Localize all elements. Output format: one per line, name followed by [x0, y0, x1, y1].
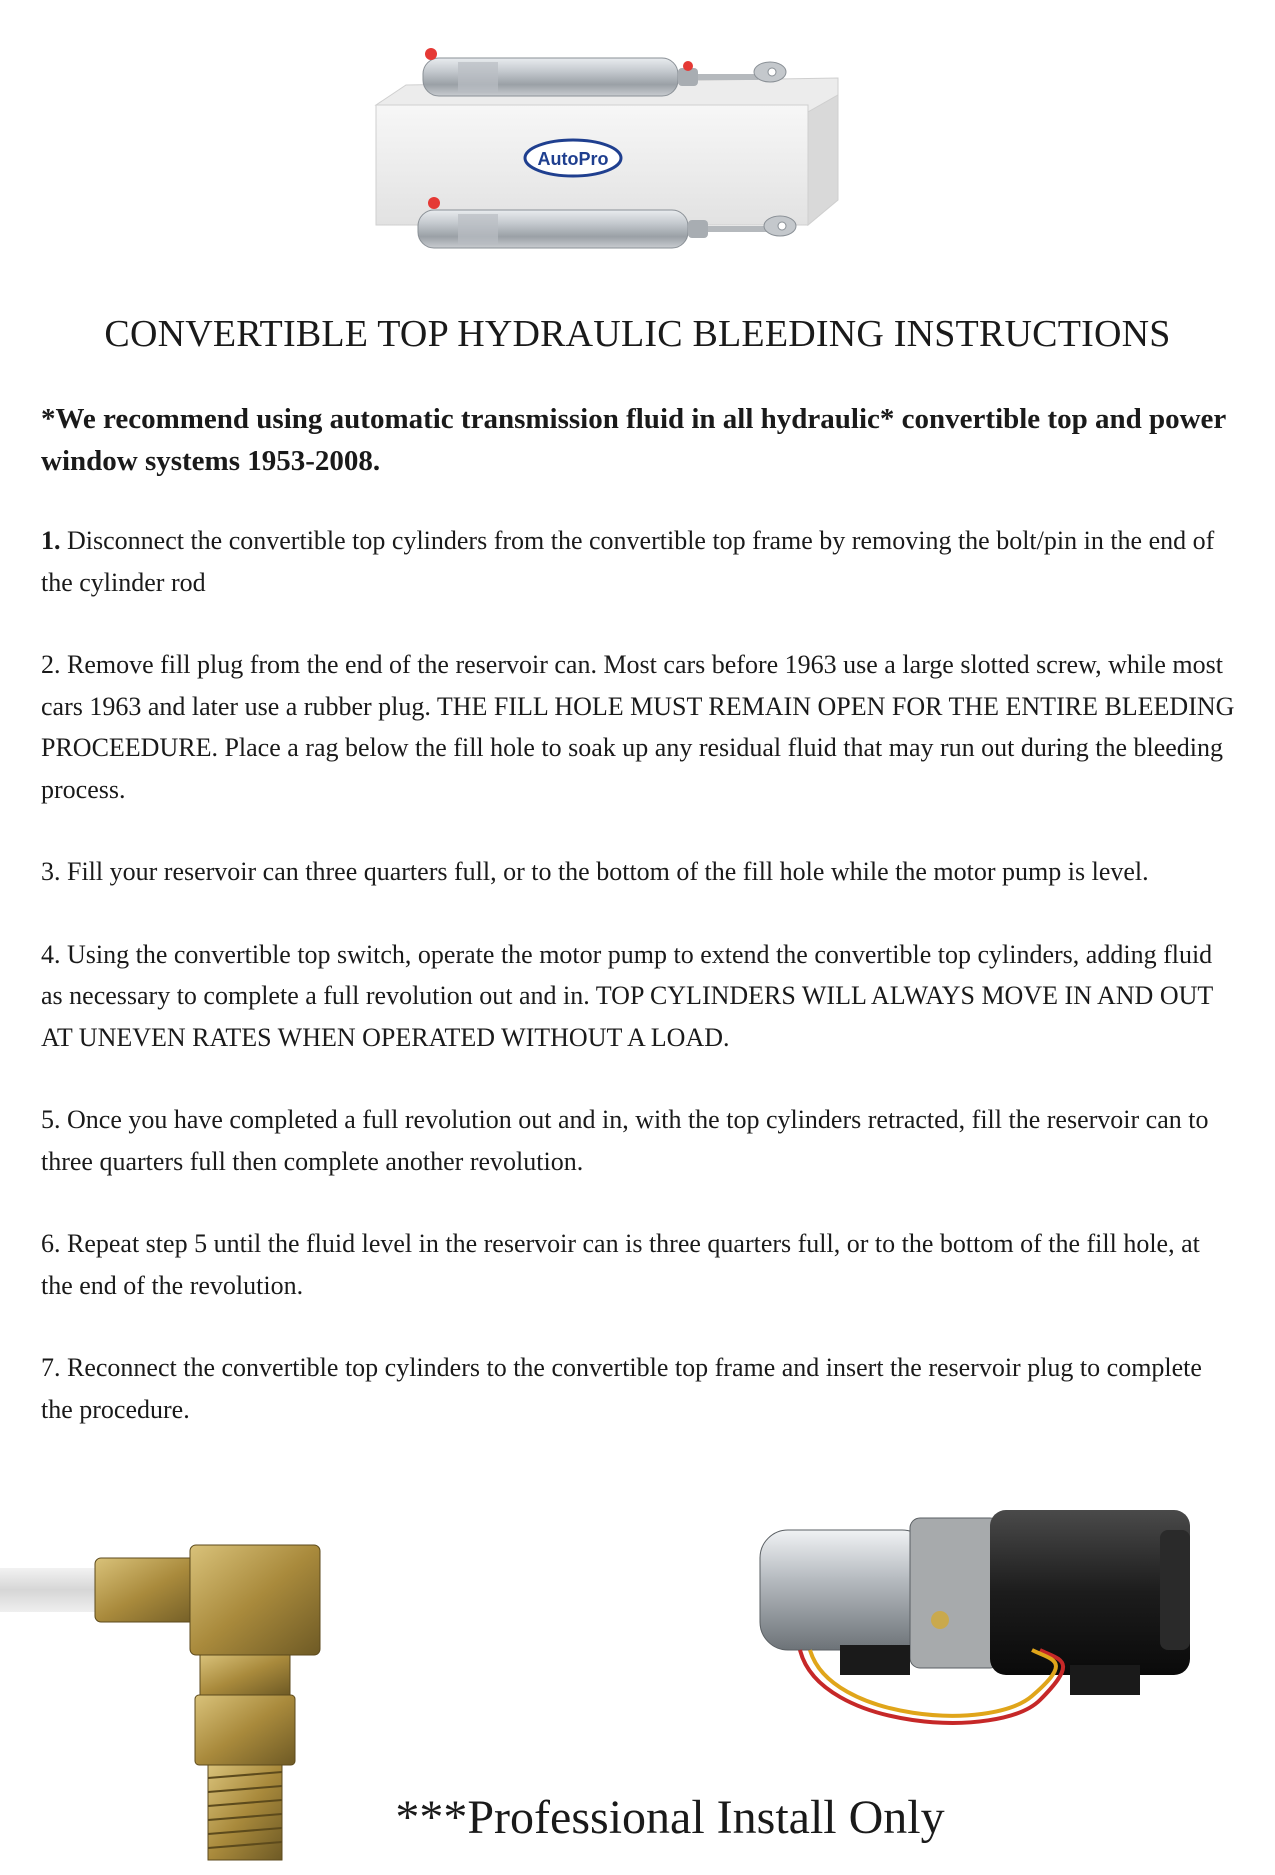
step-number: 4. — [41, 939, 61, 969]
instruction-step-5 — [41, 1099, 1236, 1182]
page-title: CONVERTIBLE TOP HYDRAULIC BLEEDING INSTRUCTIONS — [104, 313, 1171, 355]
step-text: Remove fill plug from the end of the reservoir can. Most cars before 1963 use a large slotted screw, while most cars 1963 and later use a rubber plug. THE FILL HOLE MUST REMAIN OPEN FOR THE ENTIRE BLEEDING PROCEEDURE. Place a rag below the fill hole to soak up any residual fluid that may run out during the bleeding process. — [41, 650, 1235, 804]
instructions-body — [41, 398, 1236, 1471]
instruction-step-7 — [41, 1347, 1236, 1430]
motor-pump-image — [740, 1500, 1210, 1750]
step-text: Fill your reservoir can three quarters full, or to the bottom of the fill hole while the motor pump is level. — [60, 857, 1149, 886]
professional-install-note: ***Professional Install Only — [395, 1791, 945, 1844]
step-number: 7. — [41, 1353, 61, 1382]
instruction-step-2 — [41, 644, 1236, 810]
instruction-step-6 — [41, 1223, 1236, 1306]
step-number: 3. — [41, 857, 61, 886]
step-text: Reconnect the convertible top cylinders to the convertible top frame and insert the reservoir plug to complete the procedure. — [41, 1353, 1202, 1424]
step-number: 5. — [41, 1105, 61, 1134]
step-text: Repeat step 5 until the fluid level in the reservoir can is three quarters full, or to the bottom of the fill hole, at the end of the revolution. — [41, 1229, 1200, 1300]
autopro-logo: AutoPro — [537, 149, 609, 169]
step-text: Once you have completed a full revolution out and in, with the top cylinders retracted, fill the reservoir can to three quarters full then complete another revolution. — [41, 1105, 1209, 1176]
fluid-recommendation: *We recommend using automatic transmission fluid in all hydraulic* convertible top and power window systems 1953-2008. — [41, 403, 1226, 477]
step-text: Using the convertible top switch, operate the motor pump to extend the convertible top cylinders, adding fluid as necessary to complete a full revolution out and in. TOP CYLINDERS WILL ALWAYS MOVE IN AND OUT AT UNEVEN RATES WHEN OPERATED WITHOUT A LOAD. — [41, 939, 1213, 1052]
step-number: 6. — [41, 1229, 61, 1258]
instruction-step-4 — [41, 934, 1236, 1059]
instruction-step-3 — [41, 851, 1236, 893]
step-number: 2. — [41, 650, 61, 679]
hydraulic-cylinders-product-image — [368, 40, 868, 290]
instruction-step-1 — [41, 520, 1236, 603]
step-number: 1. — [41, 526, 61, 555]
step-text: Disconnect the convertible top cylinders from the convertible top frame by removing the bolt/pin in the end of the cylinder rod — [41, 526, 1215, 597]
